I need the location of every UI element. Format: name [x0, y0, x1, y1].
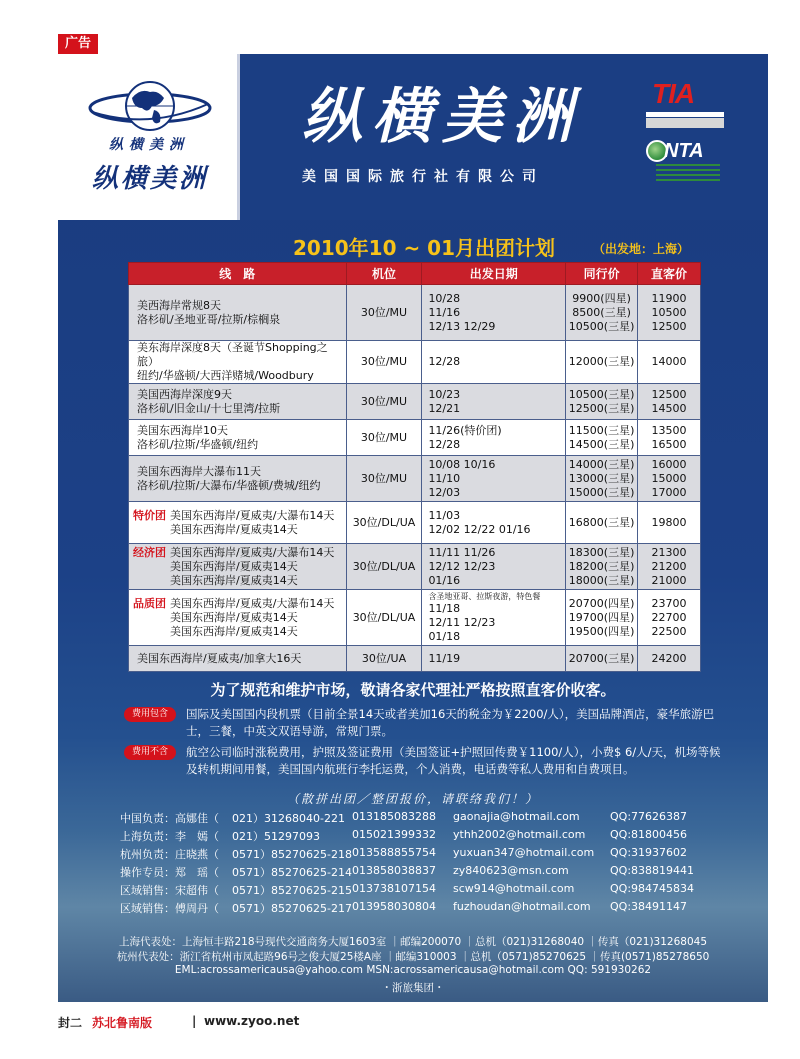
header-seats: 机位 [346, 263, 422, 285]
brand-subtitle: 美国国际旅行社有限公司 [302, 169, 544, 185]
contact-row [120, 864, 760, 881]
contact-role: 区域销售：傅周丹（ [120, 902, 219, 915]
contact-phone: 0571）85270625-214 [232, 866, 352, 879]
group-name: ・浙旅集团・ [381, 982, 445, 994]
contact-email[interactable]: gaonajia@hotmail.com [453, 810, 580, 823]
fee-included-label: 费用包含 [124, 707, 176, 722]
contact-qq: QQ:81800456 [610, 828, 688, 841]
direct-price-cell: 13500 16500 [638, 420, 701, 456]
direct-price-cell: 21300 21200 21000 [638, 544, 701, 590]
peer-price-cell: 18300(三星) 18200(三星) 18000(三星) [566, 544, 638, 590]
address-shanghai: 上海代表处：上海恒丰路218号现代交通商务大厦1603室 ｜邮编200070 ｜总机（021)31268040 ｜传真（021)31268045 [118, 936, 708, 948]
email-line: EML:acrossamericausa@yahoo.com MSN:acrossamericausa@hotmail.com QQ: 591930262 [174, 964, 652, 976]
route-cell: 品质团 美国东西海岸/夏威夷/大瀑布14天 美国东西海岸/夏威夷14天 美国东西海岸/夏威夷14天 [129, 590, 347, 646]
peer-price-cell: 11500(三星) 14500(三星) [566, 420, 638, 456]
contact-email[interactable]: fuzhoudan@hotmail.com [453, 900, 591, 913]
contact-mobile: 015021399332 [352, 828, 436, 841]
brand-title: 纵横美洲 [302, 82, 582, 152]
contact-phone: 021）51297093 [232, 830, 320, 843]
seats-cell: 30位/UA [346, 646, 422, 672]
direct-price-cell: 14000 [638, 341, 701, 384]
contact-mobile: 013858038837 [352, 864, 436, 877]
contact-email[interactable]: scw914@hotmail.com [453, 882, 575, 895]
logo-box [58, 54, 240, 220]
seats-cell: 30位/DL/UA [346, 502, 422, 544]
direct-price-cell: 23700 22700 22500 [638, 590, 701, 646]
contact-qq: QQ:31937602 [610, 846, 688, 859]
page-footer [58, 1008, 768, 1034]
nta-badge-icon [646, 140, 724, 184]
ad-panel [58, 54, 768, 1002]
contact-role: 上海负责：李 嫣（ [120, 830, 219, 843]
route-cell: 美国西海岸深度9天 洛杉矶/旧金山/十七里湾/拉斯 [129, 384, 347, 420]
notice-text: 为了规范和维护市场，敬请各家代理社严格按照直客价收客。 [210, 681, 616, 699]
table-header-row [129, 263, 701, 285]
fee-included [124, 706, 724, 740]
route-cell: 美东海岸深度8天（圣诞节Shopping之旅） 纽约/华盛顿/大西洋赌城/Woodbury [129, 341, 347, 384]
contact-phone: 0571）85270625-217 [232, 902, 352, 915]
footer-url[interactable]: www.zyoo.net [204, 1014, 300, 1028]
fee-included-text: 国际及美国国内段机票（目前全景14天或者美加16天的税金为￥2200/人），美国品牌酒店，豪华旅游巴士，三餐，中英文双语导游，常规门票。 [186, 707, 715, 738]
contact-email[interactable]: zy840623@msn.com [453, 864, 569, 877]
dates-cell: 11/11 11/26 12/12 12/23 01/16 [422, 544, 566, 590]
peer-price-cell: 20700(三星) [566, 646, 638, 672]
dates-cell: 10/28 11/16 12/13 12/29 [422, 285, 566, 341]
tour-type-tag: 特价团 [133, 508, 166, 522]
table-row [129, 544, 701, 590]
fee-excluded-label: 费用不含 [124, 745, 176, 760]
contact-qq: QQ:838819441 [610, 864, 695, 877]
ad-tag: 广告 [58, 34, 98, 54]
route-cell: 美西海岸常规8天 洛杉矶/圣地亚哥/拉斯/棕榈泉 [129, 285, 347, 341]
direct-price-cell: 16000 15000 17000 [638, 456, 701, 502]
direct-price-cell: 24200 [638, 646, 701, 672]
address-hangzhou: 杭州代表处：浙江省杭州市凤起路96号之俊大厦25楼A座 ｜邮编310003 ｜总机（0571)85270625 ｜传真(0571)85278650 [116, 951, 710, 963]
header-route: 线 路 [129, 263, 347, 285]
footer-page: 封二 [58, 1016, 83, 1030]
table-row [129, 285, 701, 341]
fee-excluded [124, 744, 724, 778]
table-row [129, 590, 701, 646]
contact-qq: QQ:38491147 [610, 900, 688, 913]
route-cell: 美国东西海岸10天 洛杉矶/拉斯/华盛顿/纽约 [129, 420, 347, 456]
route-cell: 美国东西海岸大瀑布11天 洛杉矶/拉斯/大瀑布/华盛顿/费城/纽约 [129, 456, 347, 502]
contact-mobile: 013958030804 [352, 900, 436, 913]
globe-logo-icon [88, 78, 212, 138]
contact-qq: QQ:984745834 [610, 882, 695, 895]
header-peer-price: 同行价 [566, 263, 638, 285]
table-row [129, 384, 701, 420]
contact-heading: （散拼出团／整团报价，请联络我们！） [286, 792, 539, 806]
contact-row [120, 828, 760, 845]
contact-phone: 0571）85270625-215 [232, 884, 352, 897]
contact-row [120, 846, 760, 863]
route-cell: 经济团 美国东西海岸/夏威夷/大瀑布14天 美国东西海岸/夏威夷14天 美国东西海岸/夏威夷14天 [129, 544, 347, 590]
contact-phone: 0571）85270625-218 [232, 848, 352, 861]
peer-price-cell: 9900(四星) 8500(三星) 10500(三星) [566, 285, 638, 341]
dates-cell: 12/28 [422, 341, 566, 384]
logo-text-big: 纵横美洲 [91, 164, 208, 194]
contact-row [120, 882, 760, 899]
peer-price-cell: 10500(三星) 12500(三星) [566, 384, 638, 420]
departure-label: （出发地：上海） [593, 242, 690, 256]
fee-excluded-text: 航空公司临时涨税费用，护照及签证费用（美国签证+护照回传费￥1100/人），小费$ 6/人/天，机场等候及转机期间用餐，美国国内航班行李托运费，个人消费，电话费等私人费用和自费项目。 [186, 745, 721, 776]
dates-cell: 含圣地亚哥、拉斯夜游，特色餐 11/18 12/11 12/23 01/18 [422, 590, 566, 646]
routes-table [128, 262, 701, 672]
route-cell: 美国东西海岸/夏威夷/加拿大16天 [129, 646, 347, 672]
seats-cell: 30位/DL/UA [346, 544, 422, 590]
seats-cell: 30位/MU [346, 456, 422, 502]
tia-badge-text: TIA [652, 78, 695, 109]
contact-row [120, 900, 760, 917]
seats-cell: 30位/MU [346, 341, 422, 384]
contact-role: 中国负责：高娜佳（ [120, 812, 219, 825]
footer-separator: | [192, 1014, 197, 1028]
contact-email[interactable]: ythh2002@hotmail.com [453, 828, 586, 841]
contact-phone: 021）31268040-221 [232, 812, 345, 825]
dates-cell: 10/08 10/16 11/10 12/03 [422, 456, 566, 502]
contact-mobile: 013185083288 [352, 810, 436, 823]
direct-price-cell: 11900 10500 12500 [638, 285, 701, 341]
header [58, 54, 768, 220]
table-row [129, 502, 701, 544]
contact-role: 杭州负责：庄晓燕（ [120, 848, 219, 861]
contact-role: 区域销售：宋超伟（ [120, 884, 219, 897]
route-cell: 特价团 美国东西海岸/夏威夷/大瀑布14天 美国东西海岸/夏威夷14天 [129, 502, 347, 544]
seats-cell: 30位/MU [346, 420, 422, 456]
date-note: 含圣地亚哥、拉斯夜游，特色餐 [428, 591, 541, 601]
header-direct-price: 直客价 [638, 263, 701, 285]
footer-magazine: 苏北鲁南版 [92, 1016, 153, 1030]
plan-title: 2010年10 ~ 01月出团计划 [293, 236, 556, 260]
header-dates: 出发日期 [422, 263, 566, 285]
seats-cell: 30位/DL/UA [346, 590, 422, 646]
contact-email[interactable]: yuxuan347@hotmail.com [453, 846, 595, 859]
tour-type-tag: 经济团 [133, 545, 166, 559]
peer-price-cell: 12000(三星) [566, 341, 638, 384]
peer-price-cell: 14000(三星) 13000(三星) 15000(三星) [566, 456, 638, 502]
table-row [129, 420, 701, 456]
contact-mobile: 013738107154 [352, 882, 436, 895]
direct-price-cell: 12500 14500 [638, 384, 701, 420]
contact-role: 操作专员：郑 瑶（ [120, 866, 219, 879]
dates-cell: 10/23 12/21 [422, 384, 566, 420]
peer-price-cell: 16800(三星) [566, 502, 638, 544]
contact-row [120, 810, 760, 827]
seats-cell: 30位/MU [346, 384, 422, 420]
tia-badge-icon [646, 78, 724, 130]
nta-badge-text: NTA [664, 140, 704, 162]
table-row [129, 646, 701, 672]
dates-cell: 11/03 12/02 12/22 01/16 [422, 502, 566, 544]
table-row [129, 341, 701, 384]
logo-text-small: 纵横美洲 [109, 137, 189, 153]
table-row [129, 456, 701, 502]
dates-cell: 11/19 [422, 646, 566, 672]
contact-mobile: 013588855754 [352, 846, 436, 859]
direct-price-cell: 19800 [638, 502, 701, 544]
dates-cell: 11/26(特价团) 12/28 [422, 420, 566, 456]
peer-price-cell: 20700(四星) 19700(四星) 19500(四星) [566, 590, 638, 646]
tour-type-tag: 品质团 [133, 596, 166, 610]
contact-qq: QQ:77626387 [610, 810, 688, 823]
seats-cell: 30位/MU [346, 285, 422, 341]
